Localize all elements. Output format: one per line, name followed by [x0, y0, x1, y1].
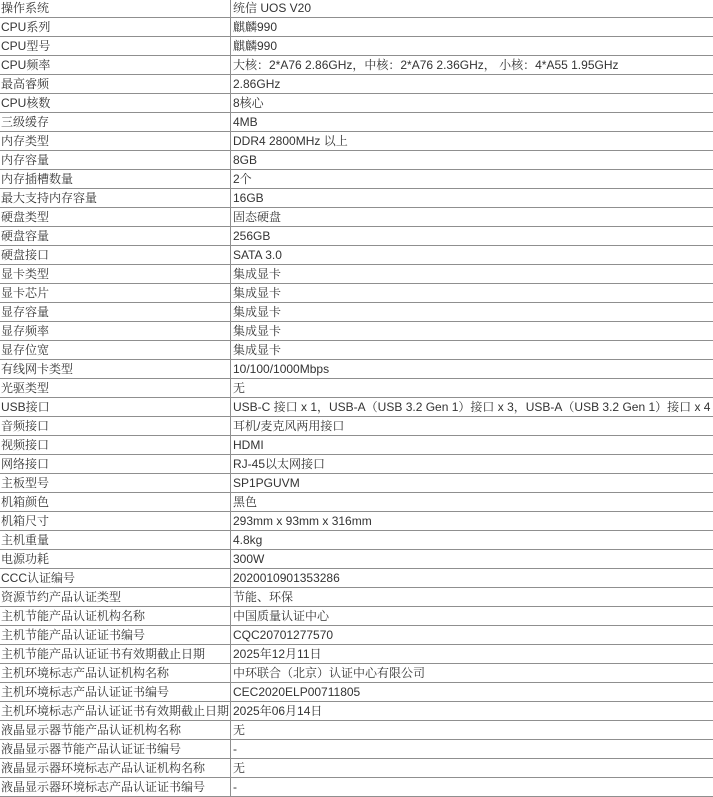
table-row — [0, 626, 713, 645]
spec-label: 三级缓存 — [0, 113, 231, 132]
table-row — [0, 493, 713, 512]
spec-label: 网络接口 — [0, 455, 231, 474]
spec-value: DDR4 2800MHz 以上 — [231, 132, 713, 151]
spec-label: 机箱尺寸 — [0, 512, 231, 531]
spec-value: CEC2020ELP00711805 — [231, 683, 713, 702]
spec-label: 内存插槽数量 — [0, 170, 231, 189]
spec-label: 硬盘容量 — [0, 227, 231, 246]
spec-label: 显存位宽 — [0, 341, 231, 360]
table-row — [0, 360, 713, 379]
spec-label: 主机节能产品认证证书编号 — [0, 626, 231, 645]
spec-value: 无 — [231, 721, 713, 740]
spec-value: 节能、环保 — [231, 588, 713, 607]
table-row — [0, 474, 713, 493]
spec-value: - — [231, 778, 713, 797]
spec-label: 主机节能产品认证证书有效期截止日期 — [0, 645, 231, 664]
spec-label: 显卡类型 — [0, 265, 231, 284]
spec-label: 内存类型 — [0, 132, 231, 151]
spec-label: 机箱颜色 — [0, 493, 231, 512]
spec-value: 集成显卡 — [231, 303, 713, 322]
table-row — [0, 75, 713, 94]
table-row — [0, 512, 713, 531]
table-row — [0, 151, 713, 170]
table-row — [0, 246, 713, 265]
spec-label: 显卡芯片 — [0, 284, 231, 303]
spec-label: 主机节能产品认证机构名称 — [0, 607, 231, 626]
spec-value: USB-C 接口 x 1，USB-A（USB 3.2 Gen 1）接口 x 3，USB-A（USB 3.2 Gen 1）接口 x 4 — [231, 398, 713, 417]
table-row — [0, 132, 713, 151]
table-row — [0, 94, 713, 113]
spec-value: 固态硬盘 — [231, 208, 713, 227]
spec-label: CPU频率 — [0, 56, 231, 75]
spec-label: 主机重量 — [0, 531, 231, 550]
table-row — [0, 778, 713, 797]
spec-value: SP1PGUVM — [231, 474, 713, 493]
table-row — [0, 702, 713, 721]
spec-value: 10/100/1000Mbps — [231, 360, 713, 379]
spec-label: CCC认证编号 — [0, 569, 231, 588]
spec-value: 集成显卡 — [231, 265, 713, 284]
spec-value: 集成显卡 — [231, 322, 713, 341]
table-row — [0, 265, 713, 284]
table-row — [0, 455, 713, 474]
spec-label: 资源节约产品认证类型 — [0, 588, 231, 607]
table-row — [0, 0, 713, 18]
spec-label: 主机环境标志产品认证机构名称 — [0, 664, 231, 683]
spec-value: 4.8kg — [231, 531, 713, 550]
table-row — [0, 759, 713, 778]
table-row — [0, 436, 713, 455]
spec-label: 视频接口 — [0, 436, 231, 455]
spec-value: SATA 3.0 — [231, 246, 713, 265]
spec-label: 电源功耗 — [0, 550, 231, 569]
spec-label: 硬盘类型 — [0, 208, 231, 227]
spec-label: 主板型号 — [0, 474, 231, 493]
spec-value: 2025年12月11日 — [231, 645, 713, 664]
spec-value: 麒麟990 — [231, 37, 713, 56]
table-row — [0, 189, 713, 208]
spec-label: 液晶显示器节能产品认证证书编号 — [0, 740, 231, 759]
spec-value: 2.86GHz — [231, 75, 713, 94]
spec-value: 8核心 — [231, 94, 713, 113]
spec-value: 293mm x 93mm x 316mm — [231, 512, 713, 531]
table-row — [0, 18, 713, 37]
spec-label: 显存频率 — [0, 322, 231, 341]
spec-label: 内存容量 — [0, 151, 231, 170]
table-row — [0, 170, 713, 189]
table-row — [0, 417, 713, 436]
spec-label: 操作系统 — [0, 0, 231, 18]
spec-label: 主机环境标志产品认证证书有效期截止日期 — [0, 702, 231, 721]
spec-label: 硬盘接口 — [0, 246, 231, 265]
spec-label: 液晶显示器环境标志产品认证机构名称 — [0, 759, 231, 778]
table-row — [0, 341, 713, 360]
spec-value: 麒麟990 — [231, 18, 713, 37]
spec-value: 中环联合（北京）认证中心有限公司 — [231, 664, 713, 683]
table-row — [0, 113, 713, 132]
spec-label: USB接口 — [0, 398, 231, 417]
spec-value: 2020010901353286 — [231, 569, 713, 588]
spec-value: 4MB — [231, 113, 713, 132]
spec-label: 液晶显示器环境标志产品认证证书编号 — [0, 778, 231, 797]
spec-value: 2025年06月14日 — [231, 702, 713, 721]
table-row — [0, 721, 713, 740]
table-row — [0, 37, 713, 56]
spec-value: 统信 UOS V20 — [231, 0, 713, 18]
table-row — [0, 208, 713, 227]
table-row — [0, 284, 713, 303]
table-row — [0, 398, 713, 417]
table-row — [0, 569, 713, 588]
table-row — [0, 550, 713, 569]
spec-label: 最高睿频 — [0, 75, 231, 94]
spec-value: 8GB — [231, 151, 713, 170]
table-row — [0, 683, 713, 702]
table-row — [0, 588, 713, 607]
spec-label: 光驱类型 — [0, 379, 231, 398]
table-row — [0, 303, 713, 322]
spec-value: 无 — [231, 759, 713, 778]
spec-value: RJ-45以太网接口 — [231, 455, 713, 474]
spec-value: CQC20701277570 — [231, 626, 713, 645]
spec-value: 16GB — [231, 189, 713, 208]
spec-label: CPU核数 — [0, 94, 231, 113]
spec-value: 中国质量认证中心 — [231, 607, 713, 626]
table-row — [0, 322, 713, 341]
table-row — [0, 56, 713, 75]
table-row — [0, 740, 713, 759]
spec-label: 最大支持内存容量 — [0, 189, 231, 208]
spec-value: 256GB — [231, 227, 713, 246]
table-row — [0, 227, 713, 246]
spec-value: 无 — [231, 379, 713, 398]
table-row — [0, 664, 713, 683]
spec-value: 300W — [231, 550, 713, 569]
spec-label: 液晶显示器节能产品认证机构名称 — [0, 721, 231, 740]
spec-value: 集成显卡 — [231, 341, 713, 360]
table-row — [0, 531, 713, 550]
spec-value: 大核：2*A76 2.86GHz，中核：2*A76 2.36GHz， 小核：4*A55 1.95GHz — [231, 56, 713, 75]
spec-label: 显存容量 — [0, 303, 231, 322]
spec-value: 集成显卡 — [231, 284, 713, 303]
table-row — [0, 379, 713, 398]
spec-label: CPU型号 — [0, 37, 231, 56]
spec-label: CPU系列 — [0, 18, 231, 37]
spec-label: 音频接口 — [0, 417, 231, 436]
spec-value: 2个 — [231, 170, 713, 189]
spec-value: HDMI — [231, 436, 713, 455]
table-row — [0, 645, 713, 664]
spec-label: 主机环境标志产品认证证书编号 — [0, 683, 231, 702]
spec-label: 有线网卡类型 — [0, 360, 231, 379]
spec-value: 黑色 — [231, 493, 713, 512]
spec-value: 耳机/麦克风两用接口 — [231, 417, 713, 436]
table-row — [0, 607, 713, 626]
spec-value: - — [231, 740, 713, 759]
